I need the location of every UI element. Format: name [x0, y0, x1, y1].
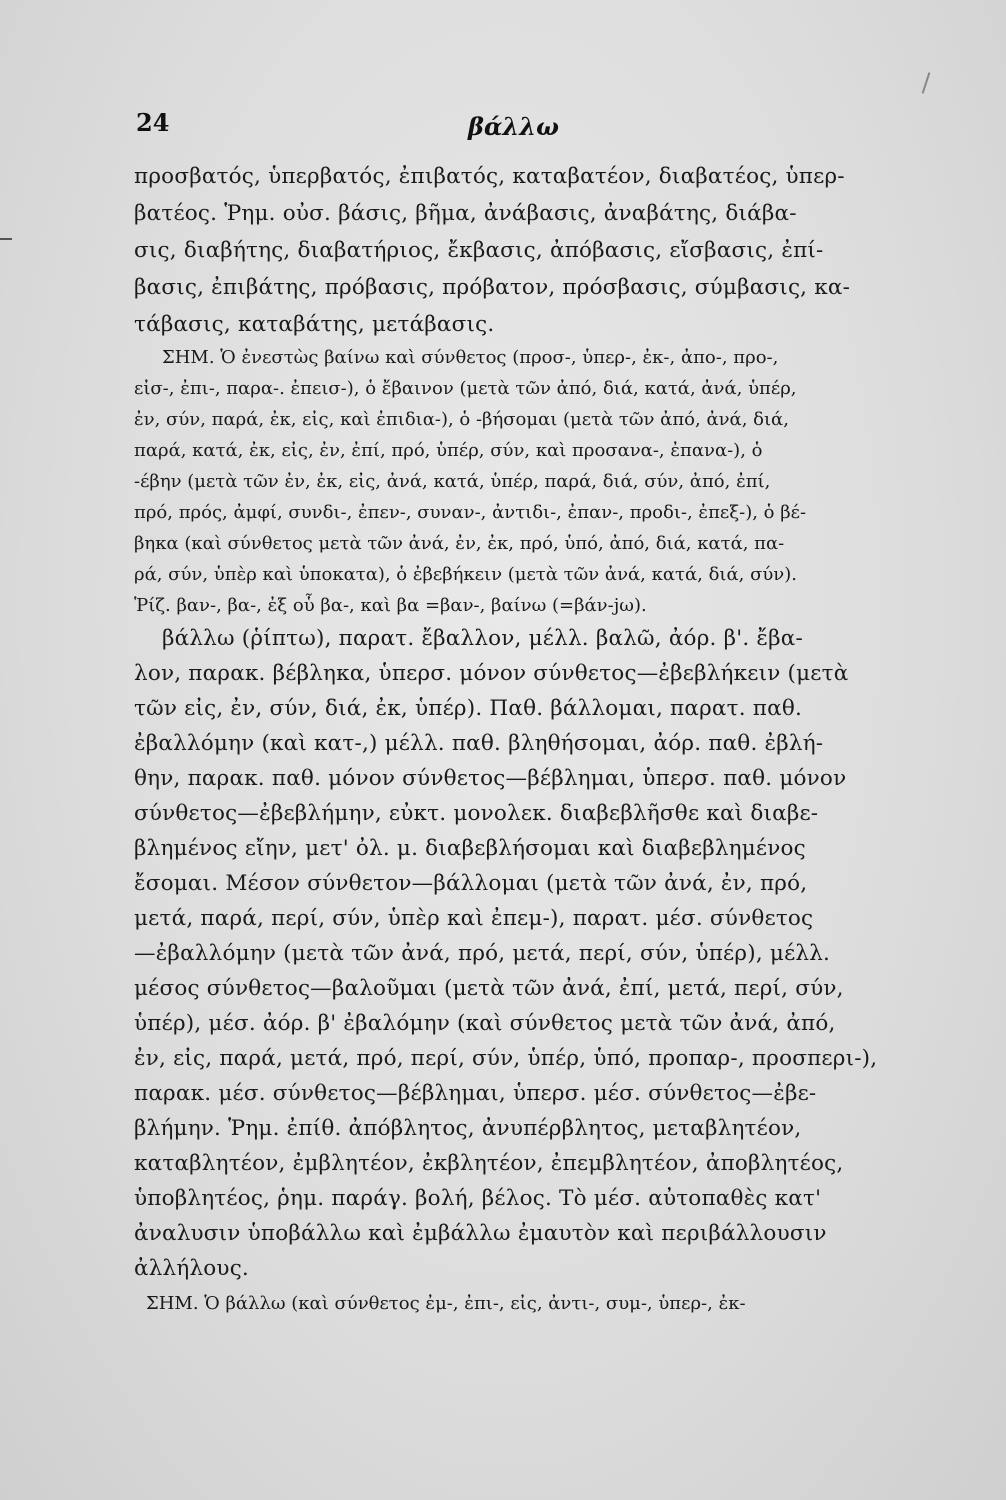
text-line: βασις, ἐπιβάτης, πρόβασις, πρόβατον, πρόσβασις, σύμβασις, κα-: [134, 275, 851, 300]
text-line: ὑποβλητέος, ῥημ. παράγ. βολή, βέλος. Τὸ μέσ. αὐτοπαθὲς κατ': [134, 1186, 822, 1211]
text-line: βατέος. Ῥημ. οὐσ. βάσις, βῆμα, ἀνάβασις, ἀναβάτης, διάβα-: [134, 201, 797, 226]
text-line: σις, διαβήτης, διαβατήριος, ἔκβασις, ἀπόβασις, εἴσβασις, ἐπί-: [134, 238, 824, 263]
text-line: μέσος σύνθετος—βαλοῦμαι (μετὰ τῶν ἀνά, ἐπί, μετά, περί, σύν,: [134, 976, 844, 1001]
note-line: -έβην (μετὰ τῶν ἐν, ἐκ, εἰς, ἀνά, κατά, ὑπέρ, παρά, διά, σύν, ἀπό, ἐπί,: [134, 471, 771, 492]
text-line: θην, παρακ. παθ. μόνον σύνθετος—βέβλημαι, ὑπερσ. παθ. μόνον: [134, 766, 847, 791]
text-line: ἀναλυσιν ὑποβάλλω καὶ ἐμβάλλω ἐμαυτὸν καὶ περιβάλλουσιν: [134, 1221, 827, 1246]
text-line: βλημένος εἴην, μετ' ὀλ. μ. διαβεβλήσομαι καὶ διαβεβλημένος: [134, 836, 806, 861]
text-line: ἀλλήλους.: [134, 1256, 249, 1281]
running-head: βάλλω: [468, 112, 559, 141]
text-line: προσβατός, ὑπερβατός, ἐπιβατός, καταβατέον, διαβατέος, ὑπερ-: [134, 164, 845, 189]
text-line: ἐν, εἰς, παρά, μετά, πρό, περί, σύν, ὑπέρ, ὑπό, προπαρ-, προσπερι-),: [134, 1046, 878, 1071]
note-line: ρά, σύν, ὑπὲρ καὶ ὑποκατα), ὁ ἐβεβήκειν (μετὰ τῶν ἀνά, κατά, διά, σύν).: [134, 564, 797, 585]
text-line: τάβασις, καταβάτης, μετάβασις.: [134, 312, 495, 337]
text-line: παρακ. μέσ. σύνθετος—βέβλημαι, ὑπερσ. μέσ. σύνθετος—ἐβε-: [134, 1081, 817, 1106]
text-line: ἔσομαι. Μέσον σύνθετον—βάλλομαι (μετὰ τῶν ἀνά, ἐν, πρό,: [134, 871, 808, 896]
entry-line: βάλλω (ῥίπτω), παρατ. ἔβαλλον, μέλλ. βαλῶ, ἀόρ. β'. ἔβα-: [162, 626, 803, 651]
note-line: ἐν, σύν, παρά, ἐκ, εἰς, καὶ ἐπιδια-), ὁ -βήσομαι (μετὰ τῶν ἀπό, ἀνά, διά,: [134, 409, 789, 430]
text-line: σύνθετος—ἐβεβλήμην, εὐκτ. μονολεκ. διαβεβλῆσθε καὶ διαβε-: [134, 801, 819, 826]
text-line: ἐβαλλόμην (καὶ κατ-,) μέλλ. παθ. βληθήσομαι, ἀόρ. παθ. ἐβλή-: [134, 731, 824, 756]
note-line: βηκα (καὶ σύνθετος μετὰ τῶν ἀνά, ἐν, ἐκ, πρό, ὑπό, ἀπό, διά, κατά, πα-: [134, 533, 785, 554]
text-line: μετά, παρά, περί, σύν, ὑπὲρ καὶ ἐπεμ-), παρατ. μέσ. σύνθετος: [134, 906, 814, 931]
pencil-mark: [922, 72, 931, 94]
note-line: πρό, πρός, ἀμφί, συνδι-, ἐπεν-, συναν-, ἀντιδι-, ἐπαν-, προδι-, ἐπεξ-), ὁ βέ-: [134, 502, 807, 523]
text-line: λον, παρακ. βέβληκα, ὑπερσ. μόνον σύνθετος—ἐβεβλήκειν (μετὰ: [134, 661, 849, 686]
page-number: 24: [136, 108, 170, 137]
note-line: Ῥίζ. βαν-, βα-, ἐξ οὗ βα-, καὶ βα =βαν-, βαίνω (=βάν-jω).: [134, 595, 647, 616]
binding-mark: [0, 238, 12, 240]
text-line: —ἐβαλλόμην (μετὰ τῶν ἀνά, πρό, μετά, περί, σύν, ὑπέρ), μέλλ.: [134, 941, 831, 966]
text-line: τῶν εἰς, ἐν, σύν, διά, ἐκ, ὑπέρ). Παθ. βάλλομαι, παρατ. παθ.: [134, 696, 803, 721]
note-line: ΣΗΜ. Ὁ βάλλω (καὶ σύνθετος ἐμ-, ἐπι-, εἰς, ἀντι-, συμ-, ὑπερ-, ἐκ-: [146, 1293, 746, 1314]
text-line: καταβλητέον, ἐμβλητέον, ἐκβλητέον, ἐπεμβλητέον, ἀποβλητέος,: [134, 1151, 844, 1176]
note-line: εἰσ-, ἐπι-, παρα-. ἐπεισ-), ὁ ἔβαινον (μετὰ τῶν ἀπό, διά, κατά, ἀνά, ὑπέρ,: [134, 378, 797, 399]
note-line: παρά, κατά, ἐκ, εἰς, ἐν, ἐπί, πρό, ὑπέρ, σύν, καὶ προσανα-, ἐπανα-), ὁ: [134, 440, 763, 461]
text-line: βλήμην. Ῥημ. ἐπίθ. ἀπόβλητος, ἀνυπέρβλητος, μεταβλητέον,: [134, 1116, 802, 1141]
text-line: ὑπέρ), μέσ. ἀόρ. β' ἐβαλόμην (καὶ σύνθετος μετὰ τῶν ἀνά, ἀπό,: [134, 1011, 836, 1036]
note-line: ΣΗΜ. Ὁ ἐνεστὼς βαίνω καὶ σύνθετος (προσ-, ὑπερ-, ἐκ-, ἀπο-, προ-,: [162, 347, 779, 368]
